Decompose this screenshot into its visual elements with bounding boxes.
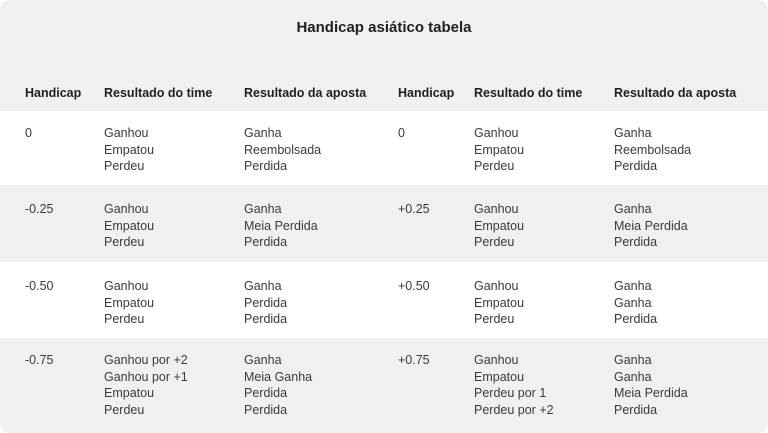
- cell-line: Ganha: [244, 126, 282, 140]
- cell-line: Reembolsada: [244, 142, 322, 157]
- header-bet-result-left: Resultado da aposta: [244, 86, 367, 100]
- bet-result-right-cell: [614, 201, 688, 251]
- handicap-right-cell: +0.50: [398, 279, 430, 293]
- cell-line: Ganhou: [474, 279, 519, 293]
- cell-line: Ganhou: [474, 353, 519, 367]
- bet-result-left-cell: [244, 125, 321, 175]
- cell-line: Meia Perdida: [244, 218, 318, 233]
- bet-result-right-cell: [614, 278, 657, 328]
- cell-line: Ganha: [614, 369, 652, 384]
- header-team-result-left: Resultado do time: [104, 86, 213, 100]
- team-result-right-cell: [474, 352, 554, 419]
- cell-line: Perdida: [244, 386, 288, 401]
- cell-line: Ganhou: [104, 279, 149, 293]
- cell-line: Empatou: [474, 295, 525, 310]
- cell-line: Perdida: [614, 403, 658, 418]
- cell-line: Empatou: [104, 142, 155, 157]
- team-result-right-cell: [474, 201, 524, 251]
- cell-line: Meia Ganha: [244, 369, 313, 384]
- cell-line: Ganhou: [104, 126, 149, 140]
- cell-line: Perdida: [614, 159, 658, 174]
- table-row: [0, 338, 768, 433]
- cell-line: Ganha: [614, 126, 652, 140]
- handicap-left-cell: -0.75: [25, 353, 54, 367]
- handicap-right-cell: +0.25: [398, 202, 430, 216]
- cell-line: Reembolsada: [614, 142, 692, 157]
- cell-line: Perdeu por +2: [474, 403, 554, 418]
- cell-line: Empatou: [474, 369, 525, 384]
- cell-line: Empatou: [474, 142, 525, 157]
- team-result-right-cell: [474, 278, 524, 328]
- header-bet-result-right: Resultado da aposta: [614, 86, 737, 100]
- cell-line: Meia Perdida: [614, 218, 688, 233]
- bet-result-left-cell: [244, 201, 318, 251]
- cell-line: Ganha: [614, 353, 652, 367]
- cell-line: Perdida: [244, 159, 288, 174]
- team-result-left-cell: [104, 352, 188, 419]
- cell-line: Perdeu: [474, 159, 515, 174]
- team-result-right-cell: [474, 125, 524, 175]
- cell-line: Empatou: [104, 218, 155, 233]
- cell-line: Ganhou: [104, 202, 149, 216]
- cell-line: Ganha: [244, 353, 282, 367]
- table-row: [0, 262, 768, 338]
- header-handicap-left: Handicap: [25, 86, 82, 100]
- table-row: [0, 111, 768, 185]
- cell-line: Ganhou por +1: [104, 369, 188, 384]
- handicap-right-cell: 0: [398, 126, 405, 140]
- table-title: Handicap asiático tabela: [296, 19, 472, 36]
- table-row: [0, 185, 768, 262]
- bet-result-left-cell: [244, 278, 287, 328]
- handicap-left-cell: -0.50: [25, 279, 54, 293]
- cell-line: Empatou: [474, 218, 525, 233]
- cell-line: Ganha: [244, 279, 282, 293]
- table-header-row: [0, 84, 768, 102]
- cell-line: Ganhou: [474, 126, 519, 140]
- cell-line: Perdeu: [474, 235, 515, 250]
- cell-line: Ganhou: [474, 202, 519, 216]
- team-result-left-cell: [104, 201, 154, 251]
- bet-result-right-cell: [614, 352, 688, 419]
- bet-result-left-cell: [244, 352, 312, 419]
- cell-line: Perdeu: [104, 312, 145, 327]
- cell-line: Perdida: [244, 312, 288, 327]
- cell-line: Perdeu: [104, 159, 145, 174]
- cell-line: Meia Perdida: [614, 386, 688, 401]
- cell-line: Perdeu: [104, 403, 145, 418]
- cell-line: Ganha: [244, 202, 282, 216]
- cell-line: Ganha: [614, 279, 652, 293]
- handicap-right-cell: +0.75: [398, 353, 430, 367]
- handicap-left-cell: 0: [25, 126, 32, 140]
- cell-line: Empatou: [104, 295, 155, 310]
- cell-line: Perdida: [244, 403, 288, 418]
- team-result-left-cell: [104, 125, 154, 175]
- cell-line: Ganha: [614, 202, 652, 216]
- header-handicap-right: Handicap: [398, 86, 455, 100]
- cell-line: Ganha: [614, 295, 652, 310]
- cell-line: Ganhou por +2: [104, 353, 188, 367]
- cell-line: Perdeu: [474, 312, 515, 327]
- cell-line: Empatou: [104, 386, 155, 401]
- cell-line: Perdida: [614, 312, 658, 327]
- cell-line: Perdida: [614, 235, 658, 250]
- cell-line: Perdida: [244, 235, 288, 250]
- cell-line: Perdeu por 1: [474, 386, 547, 401]
- handicap-left-cell: -0.25: [25, 202, 54, 216]
- bet-result-right-cell: [614, 125, 691, 175]
- team-result-left-cell: [104, 278, 154, 328]
- header-team-result-right: Resultado do time: [474, 86, 583, 100]
- cell-line: Perdeu: [104, 235, 145, 250]
- cell-line: Perdida: [244, 295, 288, 310]
